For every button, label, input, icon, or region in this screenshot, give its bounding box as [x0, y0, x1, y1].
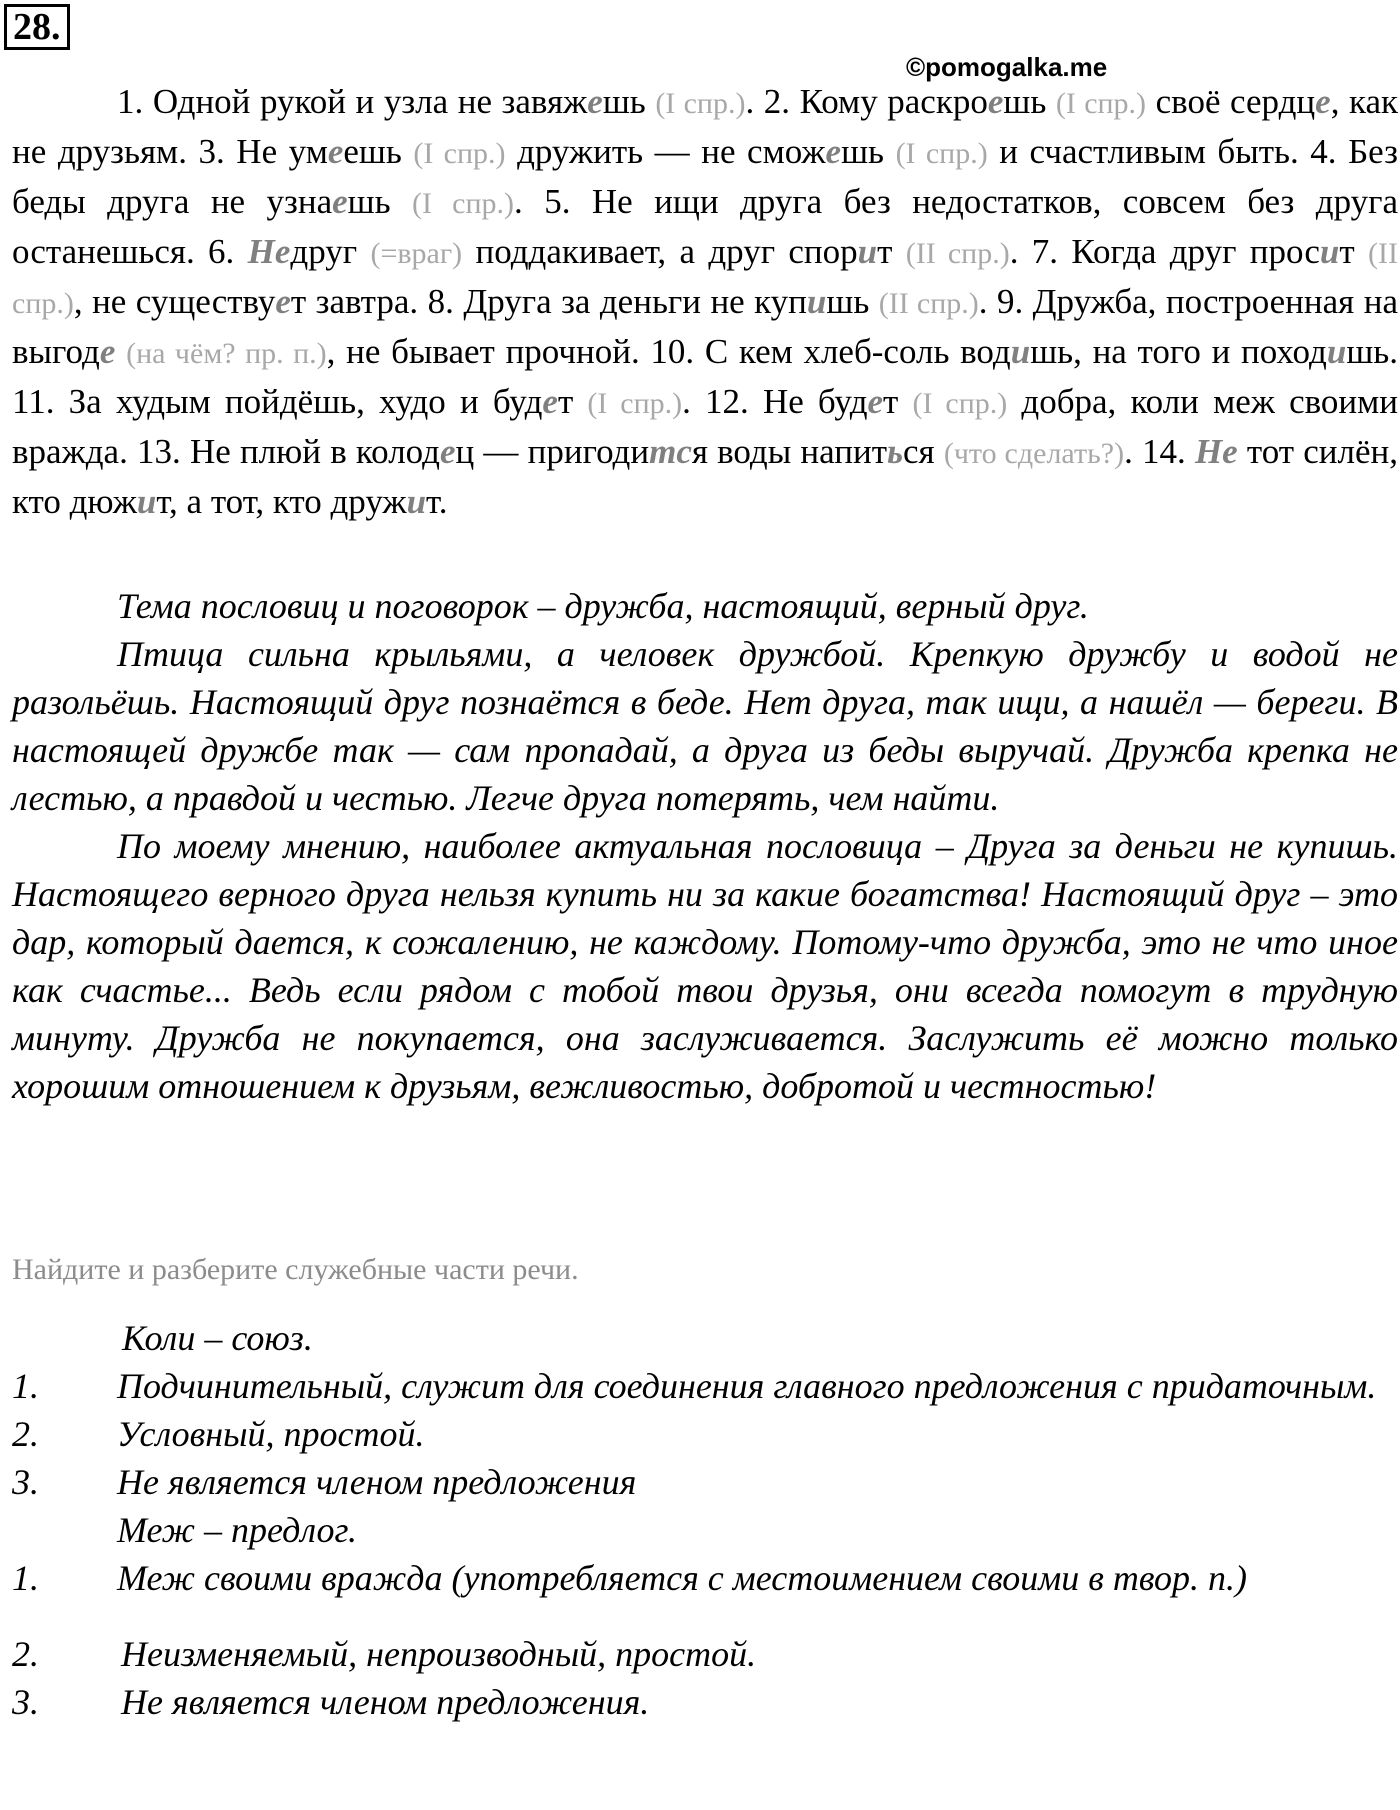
exercise-text-run: . 5. Не ищи друга без недостатков, совсем без друга останешься. 6. — [12, 182, 1399, 271]
exercise-text-run: т — [883, 382, 913, 421]
highlighted-letters: и — [1326, 332, 1347, 371]
item-number: 3. — [12, 1682, 39, 1722]
analysis-item — [12, 1630, 1398, 1678]
exercise-text-run: шь — [347, 182, 413, 221]
exercise-text-run: т — [1339, 232, 1369, 271]
highlighted-letters: и — [1319, 232, 1340, 271]
highlighted-letters: тс — [649, 432, 692, 471]
exercise-text-run: дружить — не смож — [505, 132, 826, 171]
exercise-text-run: , не существу — [73, 282, 276, 321]
exercise-text-run: . 7. Когда друг прос — [1009, 232, 1320, 271]
analysis-heading-mezh: Меж – предлог. — [117, 1510, 358, 1550]
exercise-text-run: ешь — [343, 132, 414, 171]
exercise-text-run — [115, 332, 126, 371]
task-prompt: Найдите и разберите служебные части речи. — [12, 1253, 579, 1286]
item-text: Меж своими вражда (употребляется с местоимением своими в твор. п.) — [117, 1558, 1247, 1598]
item-number: 1. — [12, 1366, 39, 1406]
exercise-text-run: поддакивает, а друг спор — [462, 232, 858, 271]
grammar-note: (II спр.) — [12, 237, 1399, 320]
exercise-text-run: я воды напит — [691, 432, 887, 471]
exercise-text-run: 1. Одной рукой и узла не завяж — [117, 82, 588, 121]
grammar-note: (I спр.) — [412, 187, 515, 220]
analysis-heading-koli: Коли – союз. — [122, 1318, 313, 1358]
grammar-note: (I спр.) — [895, 137, 988, 170]
analysis-block — [12, 1314, 1398, 1726]
highlighted-letters: е — [825, 132, 842, 171]
exercise-text-run: . 9. Дружба, построенная на выгод — [12, 282, 1398, 371]
highlighted-letters: и — [857, 232, 878, 271]
item-text: Неизменяемый, непроизводный, простой. — [121, 1634, 757, 1674]
exercise-text-run: тот силён, кто дюж — [12, 432, 1398, 521]
grammar-note: (II спр.) — [905, 237, 1010, 270]
exercise-text-run: , не бывает прочной. 10. С кем хлеб-соль вод — [326, 332, 1011, 371]
analysis-item — [12, 1554, 1398, 1602]
highlighted-letters: е — [542, 382, 558, 421]
answer-block — [12, 582, 1398, 1110]
item-text: Условный, простой. — [117, 1414, 425, 1454]
highlighted-letters: и — [136, 482, 157, 521]
answer-theme: Тема пословиц и поговорок – дружба, настоящий, верный друг. — [117, 586, 1089, 626]
grammar-note: (на чём? пр. п.) — [126, 337, 327, 370]
exercise-text-run: своё сердц — [1146, 82, 1316, 121]
exercise-text-run: . 2. Кому раскро — [745, 82, 988, 121]
highlighted-letters: Не — [1194, 432, 1238, 471]
highlighted-letters: е — [275, 282, 291, 321]
analysis-item — [12, 1678, 1398, 1726]
exercise-text-run: друг — [290, 232, 371, 271]
exercise-text-run: т, а тот, кто друж — [156, 482, 407, 521]
item-number: 2. — [12, 1634, 39, 1674]
exercise-text-run: шь — [1003, 82, 1056, 121]
grammar-note: (=враг) — [370, 237, 463, 270]
highlighted-letters: Не — [247, 232, 291, 271]
exercise-text-run: шь — [826, 282, 879, 321]
highlighted-letters: е — [439, 432, 456, 471]
highlighted-letters: и — [1010, 332, 1031, 371]
highlighted-letters: и — [406, 482, 427, 521]
grammar-note: (I спр.) — [912, 387, 1008, 420]
watermark: ©pomogalka.me — [906, 52, 1108, 82]
highlighted-letters: е — [99, 332, 116, 371]
grammar-note: (что сделать?) — [943, 437, 1125, 470]
highlighted-letters: е — [587, 82, 603, 121]
item-number: 2. — [12, 1414, 39, 1454]
grammar-note: (I спр.) — [655, 87, 746, 120]
exercise-text-run: т — [557, 382, 588, 421]
analysis-item — [12, 1362, 1398, 1410]
grammar-note: (I спр.) — [587, 387, 683, 420]
exercise-text-run: т завтра. 8. Друга за деньги не куп — [290, 282, 807, 321]
item-text: Не является членом предложения — [117, 1462, 637, 1502]
highlighted-letters: е — [987, 82, 1004, 121]
exercise-text-run: т. — [426, 482, 448, 521]
item-number: 1. — [12, 1558, 39, 1598]
highlighted-letters: ь — [887, 432, 903, 471]
exercise-number: 28. — [4, 4, 70, 50]
item-number: 3. — [12, 1462, 39, 1502]
highlighted-letters: е — [327, 132, 344, 171]
exercise-text-run: ц — пригоди — [455, 432, 650, 471]
exercise-text-run: ся — [903, 432, 944, 471]
exercise-text — [12, 78, 1398, 526]
item-text: Подчинительный, служит для соединения главного предложения с придаточным. — [117, 1366, 1377, 1406]
highlighted-letters: и — [806, 282, 827, 321]
exercise-text-run: шь, на того и поход — [1030, 332, 1327, 371]
exercise-text-run: шь. 11. За худым пойдёшь, худо и буд — [12, 332, 1398, 421]
exercise-text-run: . 14. — [1124, 432, 1195, 471]
answer-opinion: По моему мнению, наиболее актуальная пословица – Друга за деньги не купишь. Настоящего верного друга нельзя купить ни за какие богатства! Настоящий друг – это дар, который дается, к сожалению, не каждому. Потому-что дружба, это не что иное как счастье... Ведь если рядом с тобой твои друзья, они всегда помогут в трудную минуту. Дружба не покупается, она заслуживается. Заслужить её можно только хорошим отношением к друзьям, вежливостью, добротой и честностью! — [12, 826, 1398, 1106]
analysis-item — [12, 1458, 1398, 1506]
item-text: Не является членом предложения. — [121, 1682, 650, 1722]
highlighted-letters: е — [1315, 82, 1331, 121]
highlighted-letters: е — [867, 382, 884, 421]
answer-proverbs: Птица сильна крыльями, а человек дружбой. Крепкую дружбу и водой не разольёшь. Настоящий друг познаётся в беде. Нет друга, так ищи, а нашёл — береги. В настоящей дружбе так — сам пропадай, а друга из беды выручай. Дружба крепка не лестью, а правдой и честью. Легче друга потерять, чем найти. — [12, 634, 1398, 818]
grammar-note: (I спр.) — [1055, 87, 1147, 120]
exercise-paragraph — [12, 78, 1398, 526]
grammar-note: (I спр.) — [413, 137, 506, 170]
grammar-note: (II спр.) — [878, 287, 979, 320]
highlighted-letters: е — [332, 182, 348, 221]
exercise-text-run: . 12. Не буд — [682, 382, 868, 421]
analysis-item — [12, 1410, 1398, 1458]
exercise-text-run: и счастливым быть. 4. Без беды друга не узна — [12, 132, 1398, 221]
exercise-text-run: добра, коли меж своими вражда. 13. Не плюй в колод — [12, 382, 1399, 471]
exercise-text-run: шь — [602, 82, 656, 121]
exercise-text-run: , как не друзьям. 3. Не ум — [12, 82, 1399, 171]
exercise-text-run: шь — [841, 132, 896, 171]
exercise-text-run: т — [877, 232, 906, 271]
